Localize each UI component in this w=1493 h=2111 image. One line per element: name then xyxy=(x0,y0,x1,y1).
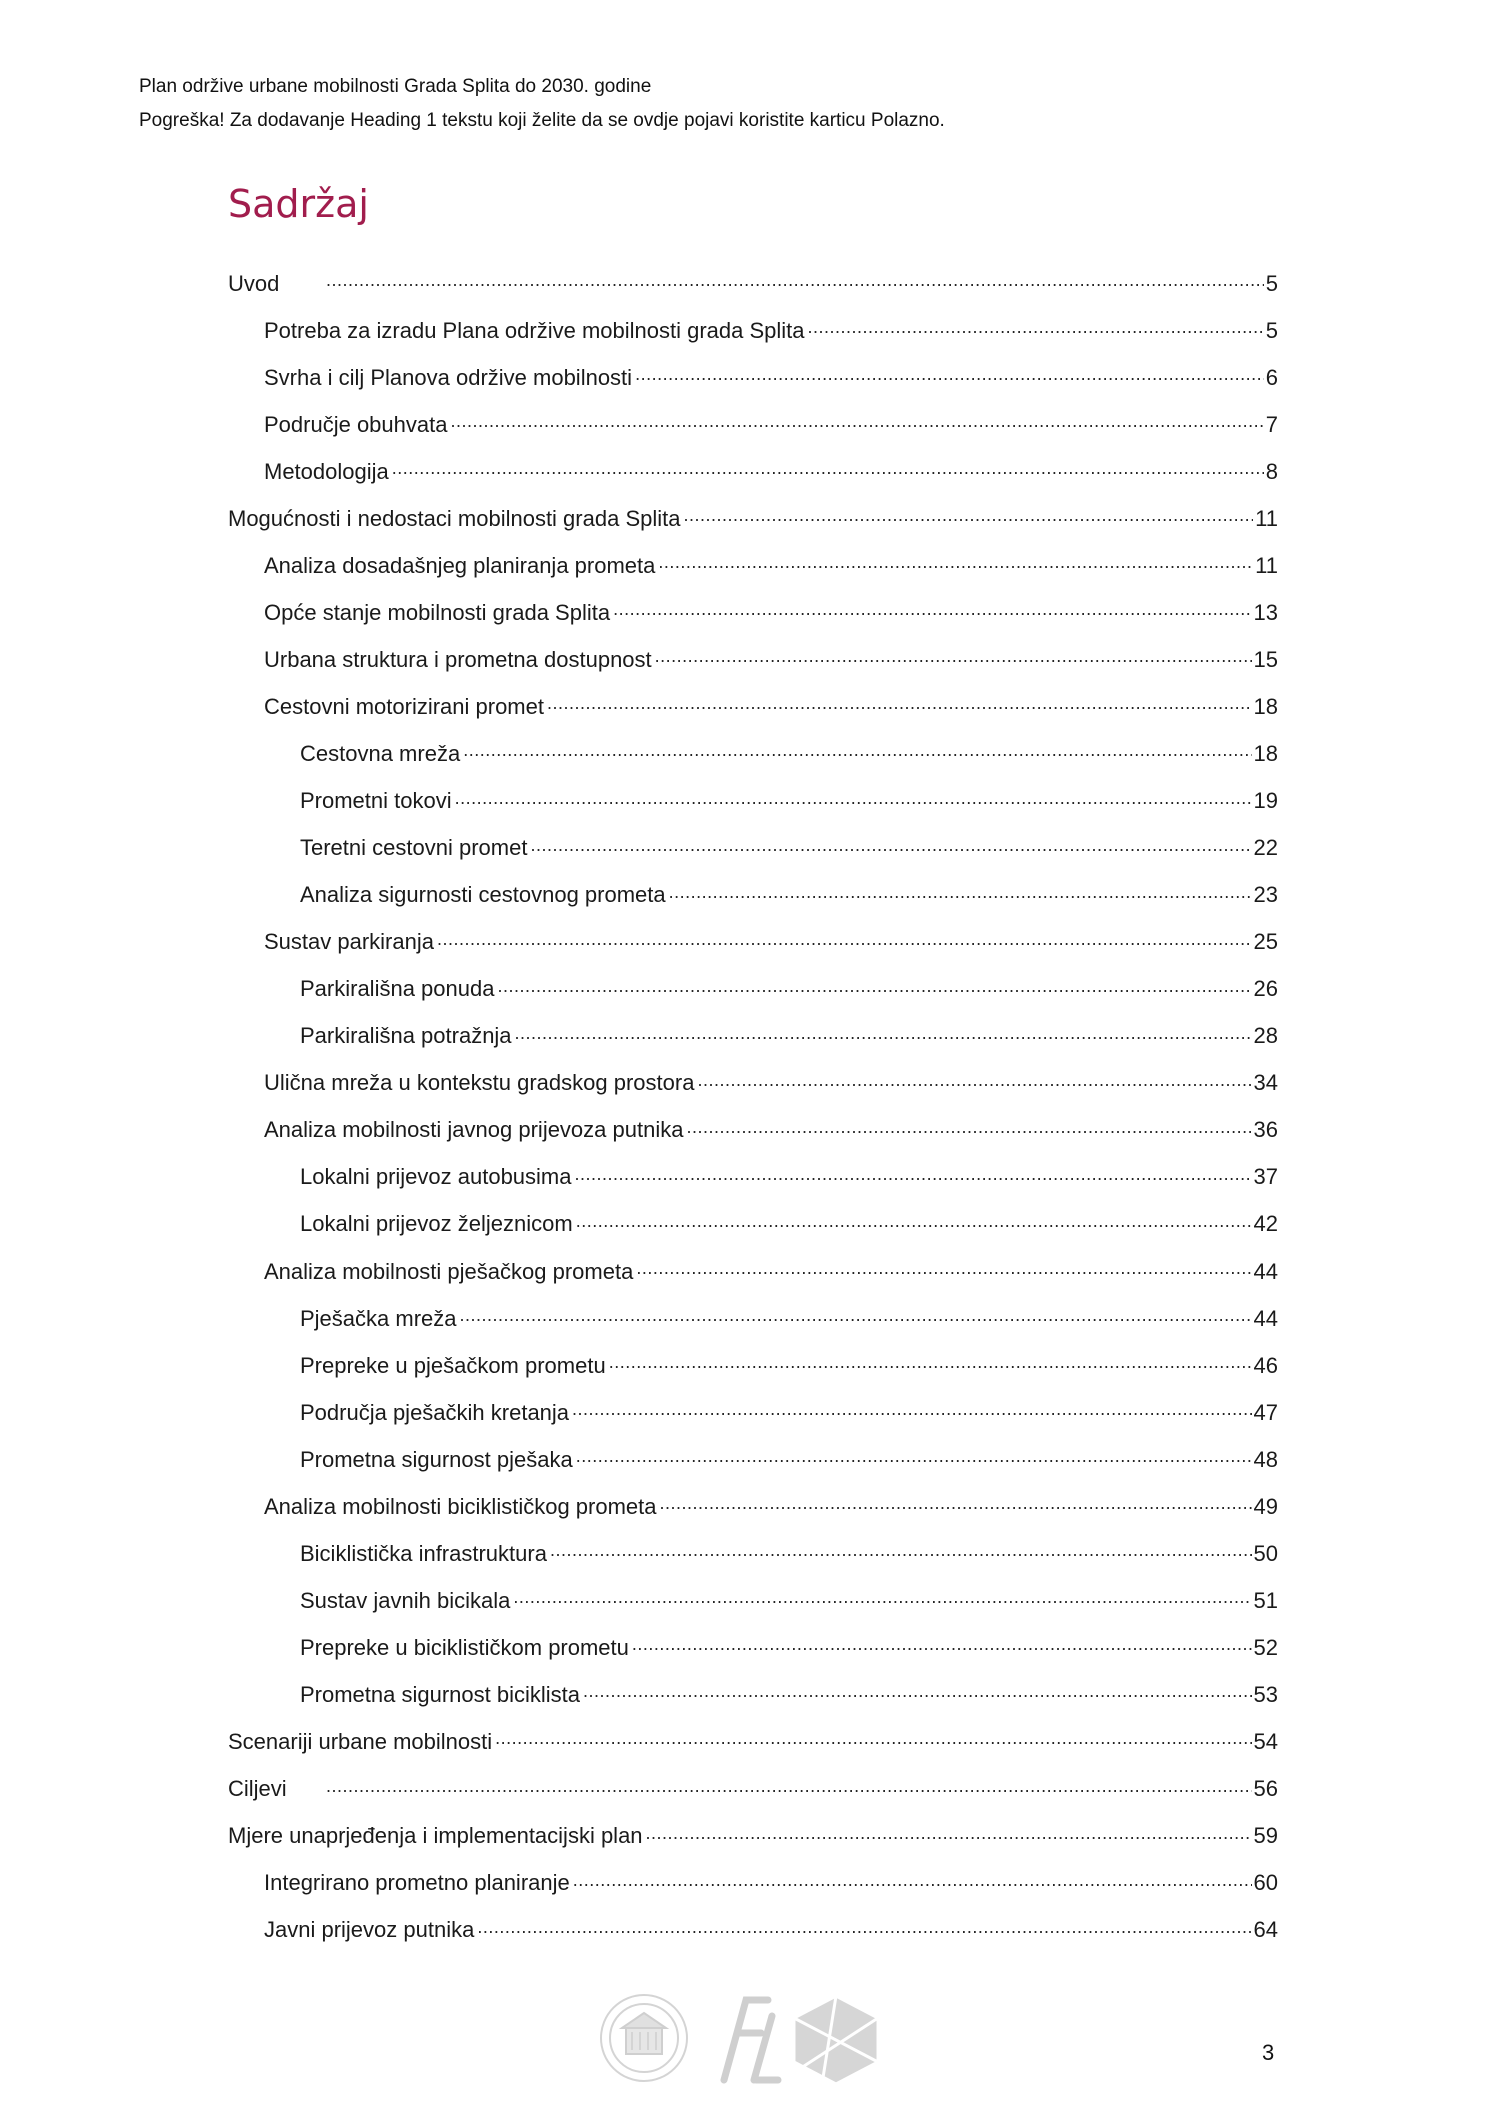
toc-entry[interactable] xyxy=(228,1389,1278,1436)
toc-entry-page: 48 xyxy=(1253,1446,1278,1472)
toc-entry-title: Svrha i cilj Planova održive mobilnosti xyxy=(264,364,633,390)
toc-entry-title: Mjere unaprjeđenja i implementacijski plan xyxy=(228,1823,643,1849)
toc-entry-title: Teretni cestovni promet xyxy=(300,835,528,861)
toc-entry[interactable] xyxy=(228,1436,1278,1483)
toc-leader-dots xyxy=(573,1870,1252,1891)
toc-leader-dots xyxy=(635,364,1264,385)
toc-entry-page: 47 xyxy=(1253,1399,1278,1425)
toc-entry-page: 22 xyxy=(1253,835,1278,861)
toc-entry-page: 64 xyxy=(1253,1917,1278,1943)
toc-entry-title: Mogućnosti i nedostaci mobilnosti grada Splita xyxy=(228,505,681,531)
toc-entry-page: 18 xyxy=(1253,740,1278,766)
toc-entry-title: Prepreke u biciklističkom prometu xyxy=(300,1634,629,1660)
toc-entry-page: 37 xyxy=(1253,1164,1278,1190)
toc-entry-page: 51 xyxy=(1253,1587,1278,1613)
toc-entry-title: Cestovni motorizirani promet xyxy=(264,693,544,719)
toc-entry-page: 44 xyxy=(1253,1258,1278,1284)
toc-entry-title: Analiza mobilnosti pješačkog prometa xyxy=(264,1258,634,1284)
toc-entry[interactable] xyxy=(228,1766,1278,1813)
toc-entry-page: 36 xyxy=(1253,1117,1278,1143)
toc-leader-dots xyxy=(655,646,1252,667)
toc-entry-title: Ciljevi xyxy=(228,1776,287,1802)
toc-leader-dots xyxy=(609,1352,1252,1373)
toc-entry[interactable] xyxy=(228,1248,1278,1295)
toc-entry-page: 8 xyxy=(1265,458,1278,484)
toc-entry-title: Scenariji urbane mobilnosti xyxy=(228,1728,493,1754)
toc-entry-page: 5 xyxy=(1265,270,1278,296)
toc-entry[interactable] xyxy=(228,1671,1278,1718)
toc-entry-title: Urbana struktura i prometna dostupnost xyxy=(264,646,652,672)
toc-leader-dots xyxy=(326,270,1264,291)
toc-entry-title: Analiza mobilnosti biciklističkog prometa xyxy=(264,1493,657,1519)
toc-entry-page: 49 xyxy=(1253,1493,1278,1519)
toc-leader-dots xyxy=(697,1070,1251,1091)
toc-leader-dots xyxy=(808,317,1264,338)
header-document-title: Plan održive urbane mobilnosti Grada Splita do 2030. godine xyxy=(139,76,652,97)
toc-entry[interactable] xyxy=(228,260,1278,307)
toc-entry-title: Javni prijevoz putnika xyxy=(264,1917,475,1943)
toc-leader-dots xyxy=(450,411,1263,432)
toc-entry-page: 60 xyxy=(1253,1870,1278,1896)
toc-entry-title: Područja pješačkih kretanja xyxy=(300,1399,570,1425)
table-of-contents xyxy=(228,260,1278,1954)
toc-entry[interactable] xyxy=(228,1154,1278,1201)
toc-entry-page: 59 xyxy=(1253,1823,1278,1849)
toc-entry-title: Sustav parkiranja xyxy=(264,929,434,955)
toc-leader-dots xyxy=(437,929,1252,950)
toc-leader-dots xyxy=(632,1634,1252,1655)
toc-leader-dots xyxy=(530,835,1251,856)
toc-leader-dots xyxy=(515,1023,1252,1044)
toc-leader-dots xyxy=(583,1681,1252,1702)
toc-entry-page: 50 xyxy=(1253,1540,1278,1566)
toc-leader-dots xyxy=(550,1540,1252,1561)
toc-leader-dots xyxy=(646,1823,1252,1844)
toc-entry-title: Prometna sigurnost pješaka xyxy=(300,1446,573,1472)
toc-entry-title: Lokalni prijevoz autobusima xyxy=(300,1164,572,1190)
toc-entry[interactable] xyxy=(228,872,1278,919)
toc-entry[interactable] xyxy=(228,1577,1278,1624)
toc-entry[interactable] xyxy=(228,1907,1278,1954)
page-header xyxy=(139,70,945,138)
toc-entry[interactable] xyxy=(228,1813,1278,1860)
toc-entry[interactable] xyxy=(228,1860,1278,1907)
toc-entry-title: Prometna sigurnost biciklista xyxy=(300,1681,581,1707)
toc-entry[interactable] xyxy=(228,683,1278,730)
toc-leader-dots xyxy=(547,693,1252,714)
toc-leader-dots xyxy=(572,1399,1251,1420)
toc-entry[interactable] xyxy=(228,1295,1278,1342)
toc-entry-title: Cestovna mreža xyxy=(300,740,461,766)
toc-entry[interactable] xyxy=(228,966,1278,1013)
toc-entry[interactable] xyxy=(228,542,1278,589)
toc-entry-page: 56 xyxy=(1253,1776,1278,1802)
header-heading-error: Pogreška! Za dodavanje Heading 1 tekstu koji želite da se ovdje pojavi koristite karticu Polazno. xyxy=(139,110,945,131)
toc-entry-title: Područje obuhvata xyxy=(264,411,448,437)
toc-leader-dots xyxy=(660,1493,1252,1514)
toc-leader-dots xyxy=(613,599,1251,620)
toc-entry-page: 54 xyxy=(1253,1728,1278,1754)
toc-entry-title: Parkirališna ponuda xyxy=(300,976,495,1002)
toc-entry-page: 42 xyxy=(1253,1211,1278,1237)
toc-leader-dots xyxy=(513,1587,1251,1608)
toc-entry-title: Ulična mreža u kontekstu gradskog prostora xyxy=(264,1070,695,1096)
toc-entry-page: 23 xyxy=(1253,882,1278,908)
toc-leader-dots xyxy=(683,505,1253,526)
toc-entry-page: 13 xyxy=(1253,599,1278,625)
toc-entry-title: Integrirano prometno planiranje xyxy=(264,1870,570,1896)
toc-entry-title: Analiza sigurnosti cestovnog prometa xyxy=(300,882,666,908)
toc-entry-page: 15 xyxy=(1253,646,1278,672)
toc-entry-title: Opće stanje mobilnosti grada Splita xyxy=(264,599,611,625)
toc-leader-dots xyxy=(326,1776,1252,1797)
toc-entry-page: 7 xyxy=(1265,411,1278,437)
toc-entry[interactable] xyxy=(228,636,1278,683)
toc-entry[interactable] xyxy=(228,354,1278,401)
toc-entry-page: 53 xyxy=(1253,1681,1278,1707)
toc-entry-page: 46 xyxy=(1253,1352,1278,1378)
toc-entry-title: Potreba za izradu Plana održive mobilnosti grada Splita xyxy=(264,317,805,343)
toc-entry-page: 44 xyxy=(1253,1305,1278,1331)
toc-entry[interactable] xyxy=(228,1483,1278,1530)
toc-entry[interactable] xyxy=(228,401,1278,448)
toc-leader-dots xyxy=(392,458,1264,479)
university-seal-icon xyxy=(601,1995,687,2081)
toc-entry-title: Uvod xyxy=(228,270,280,296)
toc-entry[interactable] xyxy=(228,1530,1278,1577)
toc-entry-title: Sustav javnih bicikala xyxy=(300,1587,511,1613)
toc-entry[interactable] xyxy=(228,1013,1278,1060)
toc-entry-page: 11 xyxy=(1255,552,1278,578)
toc-entry[interactable] xyxy=(228,307,1278,354)
toc-entry-page: 19 xyxy=(1253,788,1278,814)
toc-leader-dots xyxy=(576,1446,1252,1467)
toc-entry[interactable] xyxy=(228,825,1278,872)
toc-entry-title: Parkirališna potražnja xyxy=(300,1023,512,1049)
toc-entry[interactable] xyxy=(228,778,1278,825)
toc-entry-page: 5 xyxy=(1265,317,1278,343)
faculty-logo-icon xyxy=(724,2000,778,2080)
toc-entry[interactable] xyxy=(228,589,1278,636)
toc-leader-dots xyxy=(497,976,1251,997)
toc-leader-dots xyxy=(576,1211,1252,1232)
toc-entry[interactable] xyxy=(228,1624,1278,1671)
toc-entry[interactable] xyxy=(228,1060,1278,1107)
toc-entry[interactable] xyxy=(228,730,1278,777)
toc-entry[interactable] xyxy=(228,919,1278,966)
toc-entry-page: 34 xyxy=(1253,1070,1278,1096)
toc-leader-dots xyxy=(658,552,1253,573)
toc-entry-page: 11 xyxy=(1255,505,1278,531)
toc-leader-dots xyxy=(636,1258,1251,1279)
page-number: 3 xyxy=(1262,2040,1275,2065)
toc-leader-dots xyxy=(477,1917,1251,1938)
toc-leader-dots xyxy=(686,1117,1251,1138)
toc-title: Sadržaj xyxy=(228,182,369,226)
toc-entry-title: Analiza dosadašnjeg planiranja prometa xyxy=(264,552,656,578)
toc-entry-page: 18 xyxy=(1253,693,1278,719)
toc-entry[interactable] xyxy=(228,1718,1278,1765)
toc-entry[interactable] xyxy=(228,1107,1278,1154)
toc-entry[interactable] xyxy=(228,495,1278,542)
toc-entry-page: 28 xyxy=(1253,1023,1278,1049)
toc-entry[interactable] xyxy=(228,1342,1278,1389)
hexagon-logo-icon xyxy=(794,1996,878,2084)
toc-entry-title: Analiza mobilnosti javnog prijevoza putnika xyxy=(264,1117,684,1143)
toc-leader-dots xyxy=(460,1305,1252,1326)
toc-entry-title: Prepreke u pješačkom prometu xyxy=(300,1352,606,1378)
toc-entry-title: Lokalni prijevoz željeznicom xyxy=(300,1211,573,1237)
toc-leader-dots xyxy=(463,740,1251,761)
footer-logos xyxy=(596,1988,896,2088)
toc-entry-title: Biciklistička infrastruktura xyxy=(300,1540,547,1566)
toc-leader-dots xyxy=(455,788,1252,809)
toc-leader-dots xyxy=(575,1164,1252,1185)
toc-entry[interactable] xyxy=(228,448,1278,495)
toc-entry-title: Metodologija xyxy=(264,458,389,484)
toc-entry[interactable] xyxy=(228,1201,1278,1248)
toc-entry-page: 25 xyxy=(1253,929,1278,955)
toc-leader-dots xyxy=(669,882,1252,903)
toc-entry-page: 52 xyxy=(1253,1634,1278,1660)
toc-entry-title: Pješačka mreža xyxy=(300,1305,457,1331)
toc-leader-dots xyxy=(495,1728,1251,1749)
toc-entry-page: 26 xyxy=(1253,976,1278,1002)
toc-entry-title: Prometni tokovi xyxy=(300,788,452,814)
toc-entry-page: 6 xyxy=(1265,364,1278,390)
